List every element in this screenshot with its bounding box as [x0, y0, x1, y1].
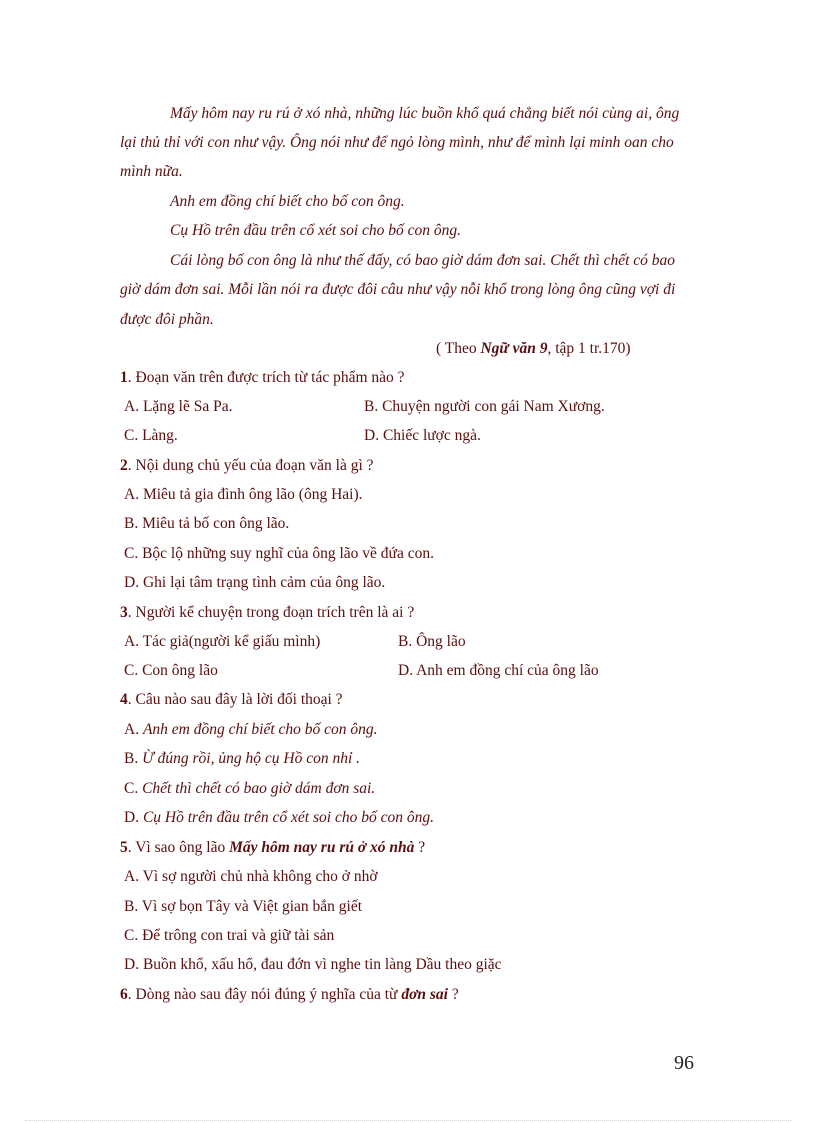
q2-option-d: D. Ghi lại tâm trạng tình cảm của ông lão.	[124, 574, 386, 591]
passage-line-5: Cụ Hồ trên đầu trên cổ xét soi cho bố con ông.	[170, 222, 462, 239]
q2-option-c: C. Bộc lộ những suy nghĩ của ông lão về đứa con.	[124, 545, 434, 562]
page-number: 96	[674, 1052, 694, 1074]
q3-option-b: B. Ông lão	[398, 633, 466, 650]
question-text: . Dòng nào sau đây nói đúng ý nghĩa của từ	[127, 986, 402, 1003]
q4-option-a	[124, 720, 378, 740]
question-text: . Nội dung chủ yếu của đoạn văn là gì ?	[127, 457, 374, 474]
passage-line-3: mình nữa.	[120, 163, 183, 180]
question-5	[120, 838, 425, 858]
question-1	[120, 368, 405, 388]
q4-option-c	[124, 779, 375, 799]
question-emphasis: đơn sai	[401, 986, 448, 1003]
passage-line-1: Mấy hôm nay ru rú ở xó nhà, những lúc buồn khổ quá chẳng biết nói cùng ai, ông	[170, 105, 680, 122]
source-suffix: , tập 1 tr.170)	[547, 340, 631, 357]
source-prefix: ( Theo	[436, 340, 481, 357]
option-text: Ừ đúng rồi, ủng hộ cụ Hồ con nhỉ .	[142, 750, 361, 767]
question-2	[120, 456, 374, 476]
source-book: Ngữ văn 9	[480, 340, 548, 357]
question-number: 6	[120, 986, 128, 1003]
q1-option-a: A. Lặng lẽ Sa Pa.	[124, 398, 233, 415]
question-3	[120, 603, 414, 623]
question-number: 4	[120, 691, 128, 708]
question-number: 1	[120, 369, 128, 386]
option-letter: D.	[124, 809, 143, 826]
question-text: . Người kể chuyện trong đoạn trích trên là ai ?	[127, 604, 415, 621]
bottom-divider	[25, 1120, 791, 1121]
q5-option-b: B. Vì sợ bọn Tây và Việt gian bắn giết	[124, 898, 363, 915]
source-citation	[436, 339, 631, 359]
question-tail: ?	[414, 839, 426, 856]
question-emphasis: Mấy hôm nay ru rú ở xó nhà	[229, 839, 415, 856]
question-4	[120, 690, 343, 710]
q1-option-b: B. Chuyện người con gái Nam Xương.	[364, 398, 605, 415]
q4-option-b	[124, 749, 360, 769]
question-text: . Vì sao ông lão	[127, 839, 230, 856]
question-6	[120, 985, 459, 1005]
option-text: Cụ Hồ trên đầu trên cổ xét soi cho bố con ông.	[142, 809, 434, 826]
option-letter: C.	[124, 780, 143, 797]
option-text: Chết thì chết có bao giờ dám đơn sai.	[142, 780, 376, 797]
q3-option-a: A. Tác giả(người kể giấu mình)	[124, 633, 321, 650]
passage-line-6: Cái lòng bố con ông là như thế đấy, có bao giờ dám đơn sai. Chết thì chết có bao	[170, 252, 676, 269]
question-text: . Đoạn văn trên được trích từ tác phẩm nào ?	[127, 369, 405, 386]
q1-option-c: C. Làng.	[124, 427, 178, 444]
question-number: 5	[120, 839, 128, 856]
option-letter: B.	[124, 750, 143, 767]
q4-option-d	[124, 808, 434, 828]
q3-option-c: C. Con ông lão	[124, 662, 218, 679]
passage-line-7: giờ dám đơn sai. Mỗi lần nói ra được đôi câu như vậy nỗi khổ trong lòng ông cũng vợi đi	[120, 281, 676, 298]
q5-option-a: A. Vì sợ người chủ nhà không cho ở nhờ	[124, 868, 378, 885]
question-number: 2	[120, 457, 128, 474]
option-letter: A.	[124, 721, 143, 738]
q5-option-c: C. Để trông con trai và giữ tài sản	[124, 927, 335, 944]
option-text: Anh em đồng chí biết cho bố con ông.	[142, 721, 378, 738]
question-text: . Câu nào sau đây là lời đối thoại ?	[127, 691, 343, 708]
q2-option-a: A. Miêu tả gia đình ông lão (ông Hai).	[124, 486, 363, 503]
question-number: 3	[120, 604, 128, 621]
passage-line-2: lại thủ thỉ với con như vậy. Ông nói như để ngỏ lòng mình, như để mình lại minh oan cho	[120, 134, 674, 151]
q5-option-d: D. Buồn khổ, xấu hổ, đau đớn vì nghe tin làng Dầu theo giặc	[124, 956, 502, 973]
question-tail: ?	[447, 986, 459, 1003]
q3-option-d: D. Anh em đồng chí của ông lão	[398, 662, 599, 679]
passage-line-8: được đôi phần.	[120, 311, 214, 328]
q1-option-d: D. Chiếc lược ngà.	[364, 427, 481, 444]
passage-line-4: Anh em đồng chí biết cho bố con ông.	[170, 193, 405, 210]
q2-option-b: B. Miêu tả bố con ông lão.	[124, 515, 290, 532]
